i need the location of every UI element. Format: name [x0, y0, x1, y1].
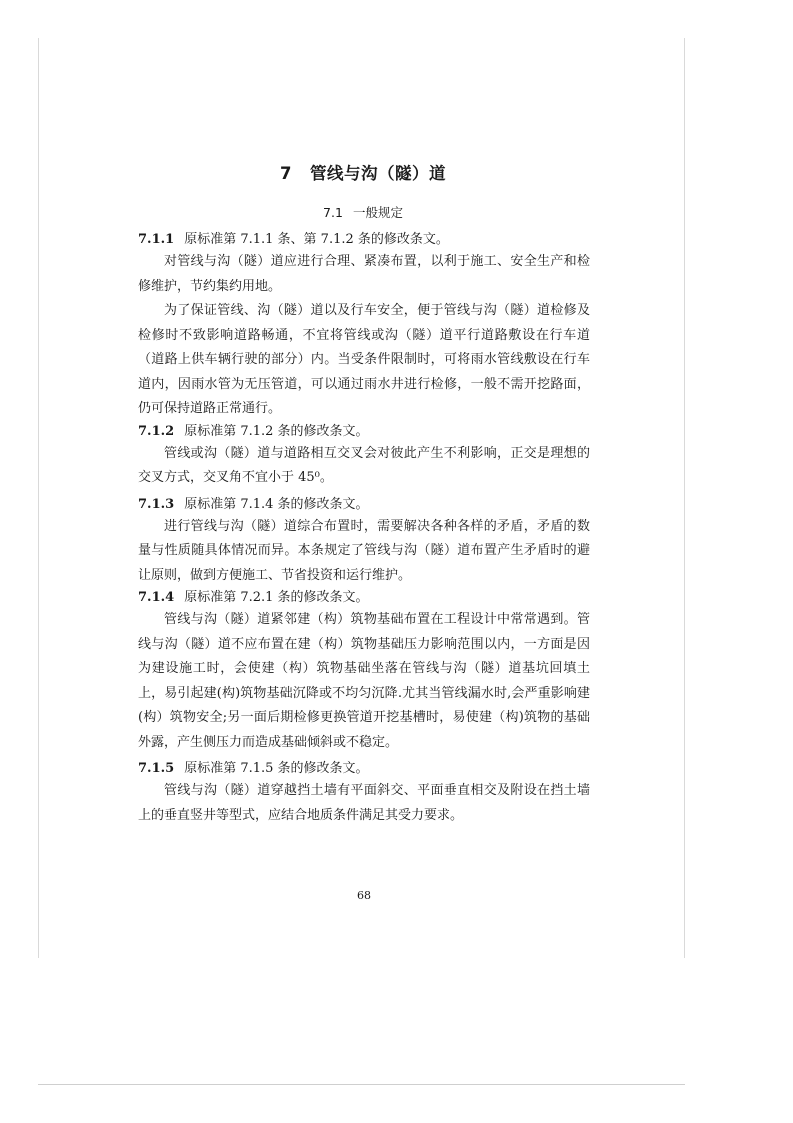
section-title-text: 一般规定 — [352, 205, 403, 220]
section-number: 7.1 — [323, 205, 343, 220]
document-body — [138, 230, 590, 828]
clause-number: 7.1.3 — [138, 496, 175, 512]
page-border-left — [38, 38, 39, 958]
paragraph: 管线与沟（隧）道紧邻建（构）筑物基础布置在工程设计中常常遇到。管线与沟（隧）道不应布置在建（构）筑物基础压力影响范围以内，一方面是因为建设施工时，会使建（构）筑物基础坐落在管线与沟（隧）道基坑回填土上，易引起建(构)筑物基础沉降或不均匀沉降.尤其当管线漏水时,会严重影响建(构）筑物安全;另一面后期检修更换管道开挖基槽时，易使建（构)筑物的基础外露，产生侧压力而造成基础倾斜或不稳定。 — [138, 612, 590, 750]
page-border-right — [684, 38, 685, 958]
paragraph: 为了保证管线、沟（隧）道以及行车安全，便于管线与沟（隧）道检修及检修时不致影响道路畅通，不宜将管线或沟（隧）道平行道路敷设在行车道（道路上供车辆行驶的部分）内。当受条件限制时，可将雨水管线敷设在行车道内，因雨水管为无压管道，可以通过雨水井进行检修，一般不需开挖路面，仍可保持道路正常通行。 — [138, 303, 590, 416]
page-number: 68 — [357, 889, 371, 902]
clause-heading — [138, 588, 590, 608]
clause-text: 原标准第 7.1.2 条的修改条文。 — [184, 423, 369, 439]
clause-number: 7.1.4 — [138, 590, 175, 605]
clause-number: 7.1.5 — [138, 761, 175, 776]
clause-text: 原标准第 7.1.4 条的修改条文。 — [184, 496, 369, 512]
paragraph: 管线与沟（隧）道穿越挡土墙有平面斜交、平面垂直相交及附设在挡土墙上的垂直竖井等型式，应结合地质条件满足其受力要求。 — [138, 783, 590, 823]
chapter-title-text: 管线与沟（隧）道 — [309, 164, 446, 183]
section-title — [138, 203, 588, 221]
chapter-number: 7 — [280, 164, 292, 183]
clause-text: 原标准第 7.1.5 条的修改条文。 — [184, 761, 369, 776]
chapter-title — [138, 160, 588, 184]
clause-text: 原标准第 7.1.1 条、第 7.1.2 条的修改条文。 — [184, 232, 449, 247]
clause-heading — [138, 230, 590, 250]
clause-text: 原标准第 7.2.1 条的修改条文。 — [184, 590, 369, 605]
clause-number: 7.1.2 — [138, 423, 175, 439]
page-border-bottom — [38, 1084, 685, 1085]
clause-heading — [138, 759, 590, 779]
paragraph: 进行管线与沟（隧）道综合布置时，需要解决各种各样的矛盾，矛盾的数量与性质随具体情况而异。本条规定了管线与沟（隧）道布置产生矛盾时的避让原则，做到方便施工、节省投资和运行维护。 — [138, 518, 590, 583]
clause-number: 7.1.1 — [138, 232, 175, 247]
clause-heading — [138, 495, 590, 515]
paragraph: 管线或沟（隧）道与道路相互交叉会对彼此产生不利影响，正交是理想的交叉方式，交叉角不宜小于 45⁰。 — [138, 445, 590, 485]
paragraph: 对管线与沟（隧）道应进行合理、紧凑布置，以利于施工、安全生产和检修维护，节约集约用地。 — [138, 254, 590, 294]
clause-heading — [138, 422, 590, 442]
